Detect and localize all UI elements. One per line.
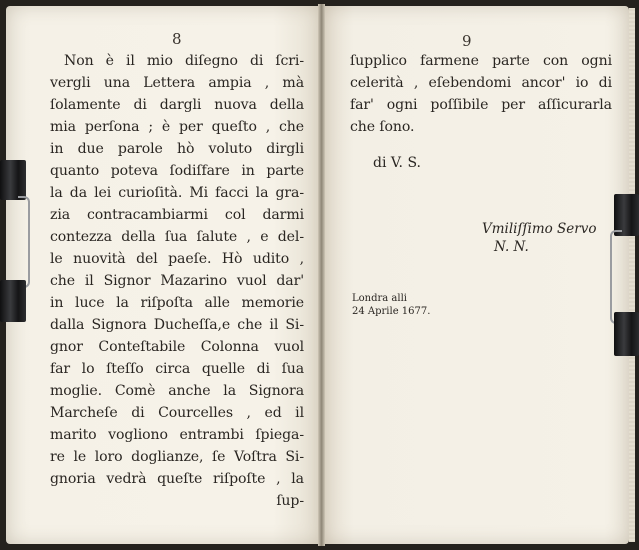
- page-edges: [629, 8, 635, 542]
- dateline-date: 24 Aprile 1677.: [352, 306, 431, 317]
- left-page-number: 8: [172, 30, 182, 48]
- dateline: [352, 292, 430, 318]
- text-line: le nuovità del paeſe. Hò udito ,: [50, 251, 304, 267]
- text-line: celerità , eſebendomi ancor' io di: [350, 75, 612, 91]
- right-page-body: [350, 50, 612, 138]
- text-line: in luce la riſpoſta alle memorie: [50, 295, 304, 311]
- text-line: in due parole hò voluto dirgli: [50, 141, 304, 157]
- dateline-place: Londra alli: [352, 293, 407, 304]
- signoff: [482, 220, 596, 256]
- binder-clip-icon: [0, 280, 26, 322]
- catchword: ſup-: [276, 493, 304, 509]
- text-line: quanto poteva ſodiſfare in parte: [50, 163, 304, 179]
- binder-clip-icon: [0, 160, 26, 200]
- text-line: zia contracambiarmi col darmi: [50, 207, 304, 223]
- signoff-title: Vmiliſſimo Servo: [482, 221, 597, 237]
- text-line: moglie. Comè anche la Signora: [50, 383, 304, 399]
- text-line: Marcheſe di Courcelles , ed il: [50, 405, 304, 421]
- text-line: dalla Signora Ducheſſa,e che il Si-: [50, 317, 304, 333]
- book-gutter: [318, 4, 325, 546]
- text-line: mia perſona ; è per queſto , che: [50, 119, 304, 135]
- signoff-name: N. N.: [494, 239, 529, 255]
- left-page-body: [50, 50, 304, 512]
- binder-clip-icon: [614, 312, 639, 356]
- right-page-number: 9: [462, 32, 472, 50]
- text-line: la da lei curioſità. Mi facci la gra-: [50, 185, 304, 201]
- salutation: di V. S.: [373, 155, 421, 171]
- binder-clip-wire: [610, 230, 622, 324]
- text-line: far lo ſteſſo circa quelle di ſua: [50, 361, 304, 377]
- text-line: Non è il mio diſegno di ſcri-: [64, 53, 304, 69]
- text-line: gnor Conteſtabile Colonna vuol: [50, 339, 304, 355]
- text-line: che ſono.: [350, 119, 415, 135]
- text-line: far' ogni poſſibile per aſſicurarla: [350, 97, 612, 113]
- text-line: re le loro doglianze, ſe Voſtra Si-: [50, 449, 304, 465]
- text-line: ſolamente di dargli nuova della: [50, 97, 304, 113]
- text-line: ſupplico farmene parte con ogni: [350, 53, 612, 69]
- text-line: che il Signor Mazarino vuol dar': [50, 273, 304, 289]
- text-line: gnoria vedrà queſte riſpoſte , la: [50, 471, 304, 487]
- text-line: vergli una Lettera ampia , mà: [50, 75, 304, 91]
- binder-clip-wire: [18, 196, 30, 288]
- text-line: contezza della ſua ſalute , e del-: [50, 229, 304, 245]
- text-line: marito vogliono entrambi ſpiega-: [50, 427, 304, 443]
